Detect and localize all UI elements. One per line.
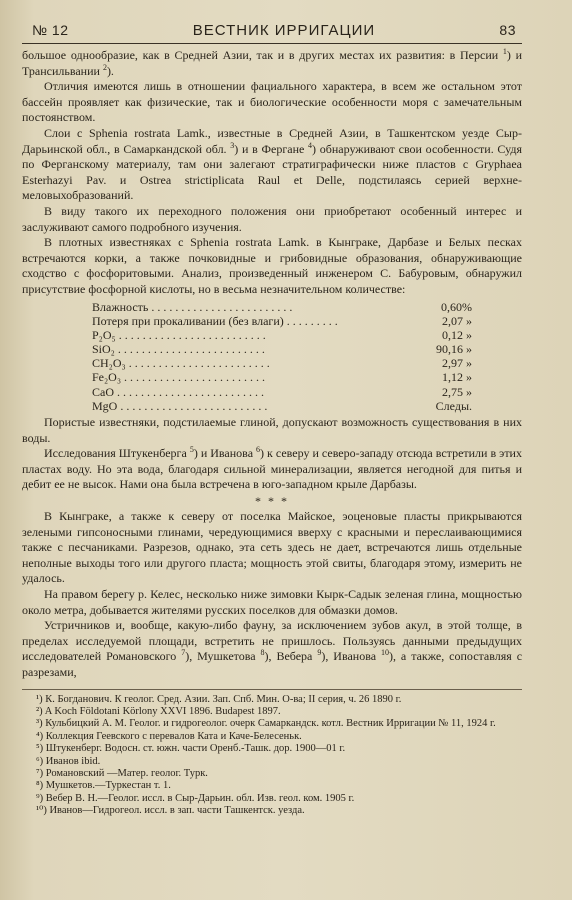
paragraph: В виду такого их переходного положения они приобретают особенный интерес и заслуживают самого подробного изучения. xyxy=(22,203,522,234)
analysis-value: 2,07 » xyxy=(442,313,472,328)
analysis-table xyxy=(92,300,472,414)
paragraph: На правом берегу р. Келес, несколько ниже зимовки Кырк-Садык зеленая глина, мощностью около метра, добывается жителями русских поселков для обмазки домов. xyxy=(22,586,522,617)
footnote: ¹) К. Богданович. К геолог. Сред. Азии. Зап. Спб. Мин. О-ва; II серия, ч. 26 1890 г. xyxy=(36,693,402,705)
footnote: ⁹) Вебер В. Н.—Геолог. иссл. в Сыр-Дарьин. обл. Изв. геол. ком. 1905 г. xyxy=(36,792,355,804)
paragraph: Устричников и, вообще, какую-либо фауну, за исключением зубов акул, в этой толще, в пределах исследуемой площади, встретить не пришлось. Пользуясь данными предыдущих исследователей Романовского $^7$), Мушкетова $^8$), Вебера $^9$), Иванова $^{10}$), а также, сопоставляя с разрезами, xyxy=(22,618,523,679)
paragraph: Пористые известняки, подстилаемые глиной, допускают возможность существования в них воды. xyxy=(22,415,522,445)
analysis-value: Следы. xyxy=(435,398,472,413)
analysis-row xyxy=(92,385,472,399)
footnote: ⁸) Мушкетов.—Туркестан т. 1. xyxy=(36,780,171,792)
footnote: ²) A Koch Földotani Körlony XXVI 1896. Budapest 1897. xyxy=(36,705,281,717)
analysis-value: 0,12 » xyxy=(442,327,472,342)
footnote-ref[interactable]: 5 xyxy=(189,445,194,455)
footnote: ⁷) Романовский —Матер. геолог. Турк. xyxy=(36,767,208,779)
paragraph: В плотных известняках с Sphenia rostrata Lamk. в Кынграке, Дарбазе и Белых песках встречаются корки, а также почковидные и грибовидные образования, обнаруживающие сходство с фосфоритовыми. Анализ, произведенный инженером С. Бабуровым, обнаружил присутствие фосфорной кислоты, но в весьма незначительном количестве: xyxy=(22,235,522,296)
page-header xyxy=(22,22,522,44)
footnote-ref[interactable]: 6 xyxy=(256,445,261,455)
analysis-row xyxy=(92,328,472,342)
journal-title: ВЕСТНИК ИРРИГАЦИИ xyxy=(192,22,376,39)
analysis-value: 2,97 » xyxy=(442,356,472,371)
analysis-row xyxy=(92,356,472,370)
analysis-component: MgO . . . . . . . . . . . . . . . . . . . . . . . . . xyxy=(92,398,268,413)
analysis-row xyxy=(92,342,472,356)
analysis-component: Fe₂O₃ . . . . . . . . . . . . . . . . . . . . . . . . xyxy=(92,370,266,385)
analysis-row xyxy=(92,370,472,384)
paragraph: Слои с Sphenia rostrata Lamk., известные в Средней Азии, в Ташкентском уезде Сыр-Дарьинской обл., в Самаркандской обл. $^3$) и в Фергане $^4$) обнаруживают свои особенности. Судя по Ферганскому материалу, там они залегают стратиграфически ниже пластов с Gryphaea Esterhazyi Pav. и Ostrea strictiplicata Raul et Delle, подстилаясь серией верхне-меловыхобразований. xyxy=(22,125,522,203)
footnote-ref[interactable]: 7 xyxy=(181,648,186,658)
footnote-ref[interactable]: 9 xyxy=(317,648,322,658)
paragraph: Отличия имеются лишь в отношении фациального характера, в всем же остальном этот бассейн проявляет как физические, так и биологические особенности моря с замечательным постоянством. xyxy=(22,79,522,125)
analysis-row xyxy=(92,300,472,314)
footnote-ref[interactable]: 1 xyxy=(502,47,507,56)
analysis-component: CH₂O₃ . . . . . . . . . . . . . . . . . . . . . . . . xyxy=(92,356,270,371)
analysis-value: 90,16 » xyxy=(436,342,472,357)
footnote-ref[interactable]: 3 xyxy=(230,140,235,150)
footnote: ⁵) Штукенберг. Водосн. ст. южн. части Оренб.-Ташк. дор. 1900—01 г. xyxy=(36,743,346,755)
analysis-value: 2,75 » xyxy=(442,384,472,399)
analysis-row xyxy=(92,314,472,328)
analysis-component: CaO . . . . . . . . . . . . . . . . . . . . . . . . . xyxy=(92,384,264,399)
paragraph: В Кынграке, а также к северу от поселка Майское, эоценовые пласты прикрываются зелеными гипсоносными глинами, чередующимися вверху с красными и переслаивающимися также с песчаниками. Разрезов, однако, эта сеть здесь не дает, встречаются лишь отдельные неполные выходы того или другого пласта; мощность этой свиты, благодаря этому, измерить не удалось. xyxy=(22,508,522,586)
footnote: ³) Кульбицкий А. М. Геолог. и гидрогеолог. очерк Самаркандск. котл. Вестник Ирригации № 11, 1924 г. xyxy=(36,718,496,730)
footnote: ⁶) Иванов ibid. xyxy=(36,755,101,767)
issue-number: № 12 xyxy=(32,22,69,38)
analysis-component: Потеря при прокаливании (без влаги) . . . . . . . . . xyxy=(92,313,338,328)
article-body xyxy=(22,48,522,681)
analysis-value: 1,12 » xyxy=(442,370,472,385)
footnote-ref[interactable]: 2 xyxy=(102,62,107,72)
footnote-ref[interactable]: 8 xyxy=(260,648,265,658)
analysis-component: Влажность . . . . . . . . . . . . . . . . . . . . . . . . xyxy=(92,299,293,314)
analysis-component: P₂O₅ . . . . . . . . . . . . . . . . . . . . . . . . . xyxy=(92,327,266,342)
analysis-row xyxy=(92,399,472,413)
footnote: ¹⁰) Иванов—Гидрогеол. иссл. в зап. части Ташкентск. уезда. xyxy=(36,805,305,817)
footnote-ref[interactable]: 4 xyxy=(308,140,313,150)
page-number: 83 xyxy=(499,22,516,38)
footnote: ⁴) Коллекция Геевского с перевалов Ката и Каче-Белесеньк. xyxy=(36,730,302,742)
analysis-value: 0,60% xyxy=(441,299,472,314)
footnotes xyxy=(22,689,522,818)
paragraph: Исследования Штукенберга $^5$) и Иванова $^6$) к северу и северо-западу отсюда встретили в этих пластах воду. Но эта вода, благодаря сильной минерализации, является негодной для питья и дебит ее не высок. Нами она была встречена в юго-западном крыле Дарбазы. xyxy=(22,445,522,492)
section-separator: * * * xyxy=(255,493,289,508)
paragraph: большое однообразие, как в Средней Азии, так и в других местах их развития: в Персии $^1$) и Трансильвании $^2$). xyxy=(22,47,522,78)
analysis-component: SiO₂ . . . . . . . . . . . . . . . . . . . . . . . . . xyxy=(92,342,265,357)
footnote-ref[interactable]: 10 xyxy=(381,648,389,658)
